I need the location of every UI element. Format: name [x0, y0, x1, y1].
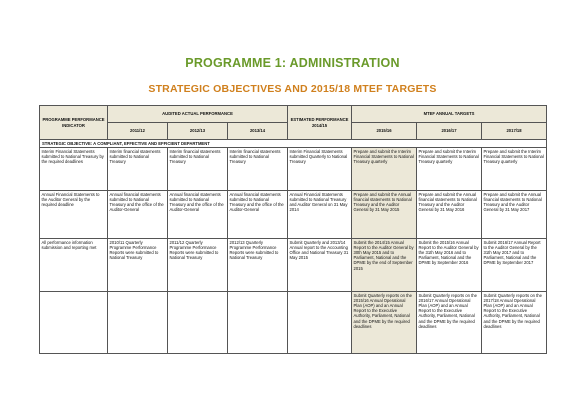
- audited-cell: 2011/12 Quarterly Programme Performance Reports were submitted to National Treasury: [168, 239, 228, 292]
- mtef-cell: Prepare and submit the Annual financial statements to National Treasury and the Auditor General by 31 May 2015: [352, 191, 417, 239]
- audited-cell: Annual financial statements submitted to National Treasury and the office of the Auditor-General: [168, 191, 228, 239]
- indicator-cell: [40, 292, 108, 354]
- mtef-cell: Submit 2016/17 Annual Report to the Auditor General by the 31th May 2017 and to Parliament, National and the DPME by September 2017: [482, 239, 547, 292]
- estimated-cell: Annual Financial Statements submitted to National Treasury and Auditor General on 31 May 2014: [288, 191, 352, 239]
- audited-cell: Annual financial statements submitted to National Treasury and the office of the Auditor-General: [228, 191, 288, 239]
- page-title: PROGRAMME 1: ADMINISTRATION: [185, 56, 400, 70]
- header-year-2011: 2011/12: [108, 123, 168, 140]
- objective-row: [40, 140, 547, 148]
- header-year-2013: 2013/14: [228, 123, 288, 140]
- mtef-cell: Prepare and submit the Interim Financial Statements to National Treasury quarterly: [352, 148, 417, 191]
- header-mtef: MTEF ANNUAL TARGETS: [352, 106, 547, 123]
- mtef-cell: Prepare and submit the Interim Financial Statements to National Treasury quarterly: [417, 148, 482, 191]
- header-audited: AUDITED ACTUAL PERFORMANCE: [108, 106, 288, 123]
- header-year-2016: 2016/17: [417, 123, 482, 140]
- indicator-cell: Annual Financial Statements to the Auditor General by the required deadline: [40, 191, 108, 239]
- table-row: [40, 239, 547, 292]
- audited-cell: 2012/13 Quarterly Programme Performance Reports were submitted to National Treasury: [228, 239, 288, 292]
- audited-cell: [168, 292, 228, 354]
- mtef-cell: Submit Quarterly reports on the 2017/18 Annual Operational Plan (AOP) and an Annual Report to the Executive Authority, Parliament, National and the DPME by the required deadlines: [482, 292, 547, 354]
- strategic-objective: STRATEGIC OBJECTIVE: A COMPLIANT, EFFECTIVE AND EFFICIENT DEPARTMENT: [40, 140, 547, 148]
- estimated-cell: Interim Financial Statements submitted Quarterly to National Treasury: [288, 148, 352, 191]
- header-year-2012: 2012/13: [168, 123, 228, 140]
- table-row: [40, 191, 547, 239]
- estimated-cell: Submit Quarterly and 2013/14 Annual report to the Accounting Office and National Treasury 31 May 2015: [288, 239, 352, 292]
- audited-cell: [228, 292, 288, 354]
- header-estimated: ESTIMATED PERFORMANCE 2014/15: [288, 106, 352, 140]
- audited-cell: [108, 292, 168, 354]
- estimated-cell: [288, 292, 352, 354]
- mtef-cell: Submit Quarterly reports on the 2015/16 Annual Operational Plan (AOP) and an Annual Report to the Executive Authority, Parliament, National and the DPME by the required deadlines: [352, 292, 417, 354]
- mtef-cell: Submit the 2014/15 Annual Report to the Auditor General by 30th May 2015 and to Parliament, National and the DPME by the end of September 2015: [352, 239, 417, 292]
- audited-cell: Interim financial statements submitted to National Treasury: [228, 148, 288, 191]
- header-indicator: PROGRAMME PERFORMANCE INDICATOR: [40, 106, 108, 140]
- mtef-cell: Prepare and submit the Interim Financial Statements to National Treasury quarterly: [482, 148, 547, 191]
- mtef-cell: Submit Quarterly reports on the 2016/17 Annual Operational Plan (AOP) and an Annual Report to the Executive Authority, Parliament, National and the DPME by the required deadlines: [417, 292, 482, 354]
- page-subtitle: STRATEGIC OBJECTIVES AND 2015/18 MTEF TARGETS: [148, 83, 437, 95]
- table-row: [40, 292, 547, 354]
- mtef-cell: Prepare and submit the Annual financial statements to National Treasury and the Auditor General by 31 May 2017: [482, 191, 547, 239]
- header-year-2017: 2017/18: [482, 123, 547, 140]
- indicator-cell: All performance information submission and reporting met: [40, 239, 108, 292]
- mtef-cell: Submit the 2015/16 Annual Report to the Auditor General by the 31th May 2016 and to Parliament, National and the DPME by September 2016: [417, 239, 482, 292]
- indicator-cell: Interim Financial Statements submitted to National Treasury by the required deadlines: [40, 148, 108, 191]
- audited-cell: 2010/11 Quarterly Programme Performance Reports were submitted to National Treasury: [108, 239, 168, 292]
- table-row: [40, 148, 547, 191]
- mtef-cell: Prepare and submit the Annual financial statements to National Treasury and the Auditor General by 31 May 2016: [417, 191, 482, 239]
- audited-cell: Interim financial statements submitted to National Treasury: [108, 148, 168, 191]
- audited-cell: Annual financial statements submitted to National Treasury and the office of the Auditor-General: [108, 191, 168, 239]
- audited-cell: Interim financial statements submitted to National Treasury: [168, 148, 228, 191]
- mtef-targets-table: [39, 105, 547, 354]
- header-row-top: [40, 106, 547, 123]
- header-year-2015: 2015/16: [352, 123, 417, 140]
